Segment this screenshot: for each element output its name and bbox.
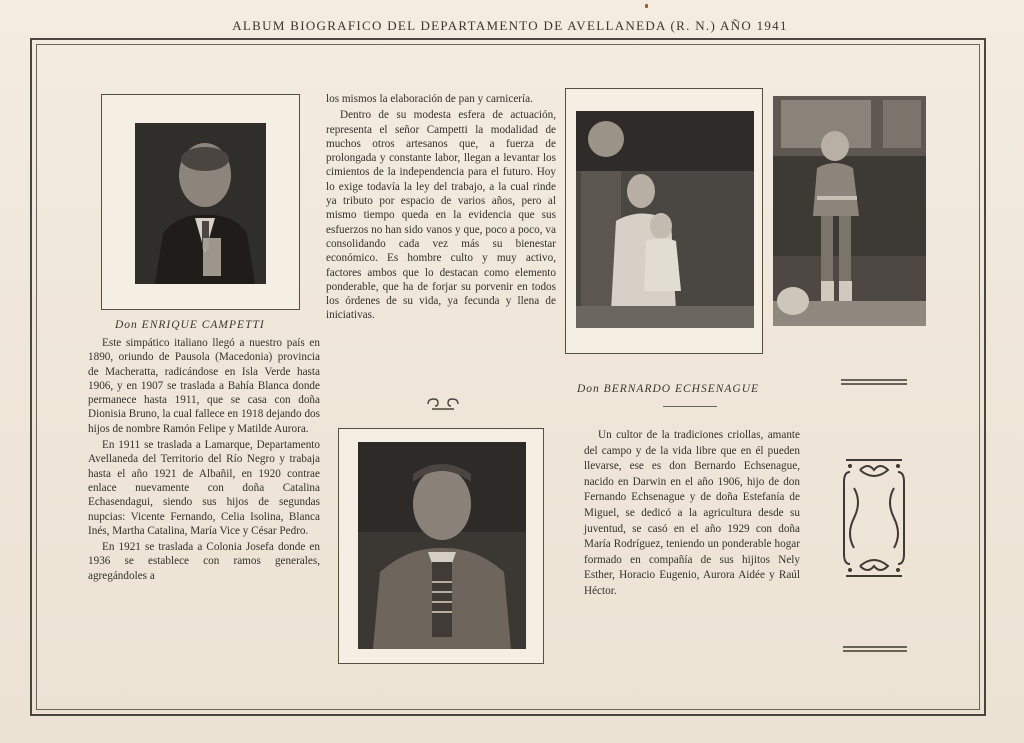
- text-column-right: [584, 428, 800, 600]
- text-column-middle: [326, 92, 556, 323]
- scroll-ornament-large: [840, 452, 908, 584]
- decorative-rule-top: [841, 379, 907, 385]
- paragraph: En 1921 se traslada a Colonia Josefa donde en 1936 se establece con ramos generales, agregándoles a: [88, 541, 320, 582]
- decorative-rule-bottom: [843, 646, 907, 652]
- page-header: ALBUM BIOGRAFICO DEL DEPARTAMENTO DE AVELLANEDA (R. N.) AÑO 1941: [232, 18, 788, 33]
- portrait-frame-campetti: [101, 94, 300, 310]
- caption-campetti: Don ENRIQUE CAMPETTI: [115, 319, 265, 331]
- ink-spot: [645, 4, 648, 8]
- portrait-frame-echsenague: [338, 428, 544, 664]
- paragraph: Un cultor de la tradiciones criollas, amante del campo y de la vida libre que en él pueden llevarse, ese es don Bernardo Echsenague, nacido en Darwin en el año 1906, hijo de don Fernando Echsenague y de doña Estefanía de Miguel, se dedicó a la agricultura desde su juventud, se casó en el año 1929 con doña María Rodríguez, teniendo un ponderable hogar formado en compañía de sus hijitos Nely Esther, Horacio Eugenio, Aurora Aidée y Raúl Héctor.: [584, 429, 800, 597]
- photo-child-standing: [773, 96, 926, 326]
- paragraph: Dentro de su modesta esfera de actuación, representa el señor Campetti la modalidad de muchos otros artesanos que, a fuerza de prolongada y constante labor, llegan a levantar los cimientos de la independencia para el futuro. Hoy lo exige todavía la ley del trabajo, a la cual rinde ya tributo por espacio de varios años, pero al mismo tiempo queda en la evidencia que sus esfuerzos no han sido vanos y que, poco a poco, va consolidando cada vez más su bienestar económico. Es hombre culto y muy activo, factores ambos que lo destacan como elemento ponderable, que ha de forjar su porvenir en todos los órdenes de su vida, ya fecunda y llena de iniciativas.: [326, 109, 556, 322]
- paragraph: Este simpático italiano llegó a nuestro país en 1890, oriundo de Pausola (Macedonia) provincia de Macheratta, radicándose en Isla Verde hasta 1906, y en 1907 se traslada a Bahía Blanca donde permanece hasta 1911, que se casa con doña Dionisia Bruno, la cual fallece en 1918 dejando dos hijos de nombre Ramón Felipe y Matilde Aurora.: [88, 337, 320, 435]
- text-column-left: [88, 336, 320, 583]
- photo-mother-child: [576, 111, 754, 328]
- caption-echsenague: Don BERNARDO ECHSENAGUE: [577, 383, 760, 395]
- paragraph: los mismos la elaboración de pan y carnicería.: [326, 93, 533, 105]
- paragraph: En 1911 se traslada a Lamarque, Departamento Avellaneda del Territorio del Río Negro y trabaja hasta el año 1921 de Albañil, en 1920 contrae enlace nuevamente con doña Catalina Echasendagui, siendo sus hijos de segundas nupcias: Vicente Fernando, Celia Isolina, Blanca Inés, Martha Catalina, María Vice y César Pedro.: [88, 439, 320, 537]
- portrait-photo-campetti: [135, 123, 266, 284]
- caption-underline: [663, 406, 717, 407]
- portrait-photo-echsenague: [358, 442, 526, 649]
- photo-frame-mother-child: [565, 88, 763, 354]
- scroll-ornament-small: [426, 396, 460, 410]
